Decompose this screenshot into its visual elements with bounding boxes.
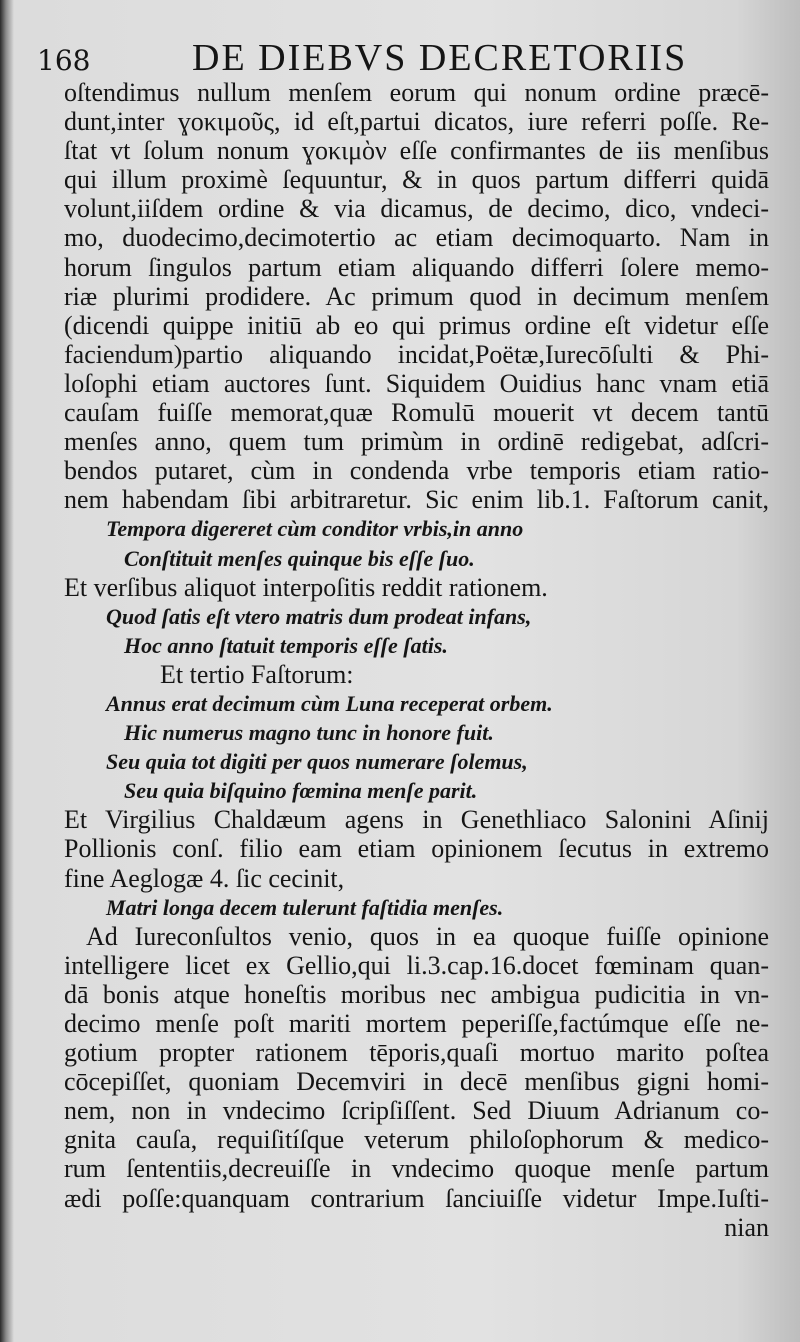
text-line: Ad Iureconſultos venio, quos in ea quoque fuiſſe opinione	[86, 921, 769, 951]
text-line: fine Aeglogæ 4. ſic cecinit,	[64, 863, 345, 893]
verse-line: Annus erat decimum cùm Luna receperat orbem.	[106, 690, 553, 716]
text-line: Et Virgilius Chaldæum agens in Genethliaco Salonini Aſinij	[64, 805, 769, 835]
verse-line: Hic numerus magno tunc in honore fuit.	[124, 720, 494, 746]
text-line: mo, duodecimo,decimotertio ac etiam decimoquarto. Nam in	[64, 223, 769, 253]
text-line: bendos putaret, cùm in condenda vrbe temporis etiam ratio-	[64, 456, 769, 486]
text-line: Et verſibus aliquot interpoſitis reddit rationem.	[64, 572, 548, 602]
text-line: (dicendi quippe initiū ab eo qui primus ordine eſt videtur eſſe	[64, 310, 769, 340]
text-line: menſes anno, quem tum primùm in ordinē redigebat, adſcri-	[64, 427, 769, 457]
text-line: faciendum)partio aliquando incidat,Poëtæ,Iurecōſulti & Phi-	[64, 339, 769, 369]
text-line: cauſam fuiſſe memorat,quæ Romulū mouerit vt decem tantū	[64, 398, 769, 428]
text-line: gotium propter rationem tēporis,quaſi mortuo marito poſtea	[64, 1038, 769, 1068]
verse-line: Matri longa decem tulerunt faſtidia menſes.	[106, 894, 504, 920]
text-line: gnita cauſa, requiſitíſque veterum philoſophorum & medico-	[64, 1125, 769, 1155]
running-head: DE DIEBVS DECRETORIIS	[192, 37, 688, 79]
verse-line: Seu quia tot digiti per quos numerare ſolemus,	[106, 749, 528, 775]
verse-line: Seu quia biſquino fœmina menſe parit.	[124, 778, 478, 804]
verse-line: Tempora digereret cùm conditor vrbis,in anno	[106, 516, 524, 542]
text-line: ſtat vt ſolum nonum ɣοκιμὸν eſſe confirmantes de iis menſibus	[64, 136, 769, 166]
catchword: nian	[724, 1212, 769, 1242]
verse-line: Quod ſatis eſt vtero matris dum prodeat infans,	[106, 603, 532, 629]
text-line: rum ſententiis,decreuiſſe in vndecimo quoque menſe partum	[64, 1154, 769, 1184]
text-line: dunt,inter ɣοκιμοῦς, id eſt,partui dicatos, iure referri poſſe. Re-	[64, 107, 769, 137]
text-line: intelligere licet ex Gellio,qui li.3.cap.16.docet fœminam quan-	[64, 950, 769, 980]
text-line: cōcepiſſet, quoniam Decemviri in decē menſibus gigni homi-	[64, 1067, 769, 1097]
text-line: decimo menſe poſt mariti mortem peperiſſe,factúmque eſſe ne-	[64, 1009, 769, 1038]
verse-line: Hoc anno ſtatuit temporis eſſe ſatis.	[124, 632, 448, 658]
text-line: nem habendam ſibi arbitraretur. Sic enim lib.1. Faſtorum canit,	[64, 485, 769, 515]
page-number: 168	[37, 44, 91, 77]
text-line: oſtendimus nullum menſem eorum qui nonum ordine præcē-	[64, 78, 769, 107]
text-line: Pollionis conſ. filio eam etiam opinionem ſecutus in extremo	[64, 834, 769, 864]
text-line: nem, non in vndecimo ſcripſiſſent. Sed Diuum Adrianum co-	[64, 1096, 769, 1126]
verse-line: Conſtituit menſes quinque bis eſſe ſuo.	[124, 545, 475, 571]
text-block	[64, 78, 769, 1242]
text-line: horum ſingulos partum etiam aliquando differri ſolere memo-	[64, 252, 769, 282]
text-line: Et tertio Faſtorum:	[160, 659, 354, 689]
text-line: ædi poſſe:quanquam contrarium ſanciuiſſe videtur Impe.Iuſti-	[64, 1183, 769, 1213]
text-line: volunt,iiſdem ordine & via dicamus, de decimo, dico, vndeci-	[64, 194, 769, 224]
text-line: qui illum proximè ſequuntur, & in quos partum differri quidā	[64, 165, 769, 195]
text-line: riæ plurimi prodidere. Ac primum quod in decimum menſem	[64, 281, 769, 311]
text-line: dā bonis atque honeſtis moribus nec ambigua pudicitia in vn-	[64, 979, 769, 1009]
text-line: loſophi etiam auctores ſunt. Siquidem Ouidius hanc vnam etiā	[64, 368, 769, 398]
